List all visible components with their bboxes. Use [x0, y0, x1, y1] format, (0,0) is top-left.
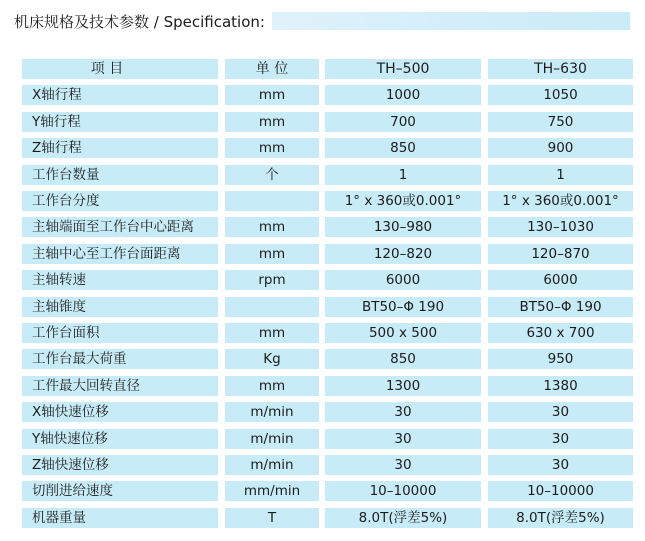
row-value-a: 30: [325, 402, 481, 422]
table-header-row: [0, 56, 645, 82]
row-unit: T: [225, 508, 319, 528]
row-item: 工作台最大荷重: [22, 349, 218, 369]
row-value-a: 1° x 360或0.001°: [325, 191, 481, 211]
table-row: [0, 241, 645, 267]
row-value-b: 10–10000: [488, 481, 633, 501]
row-value-b: 1: [488, 165, 633, 185]
table-row: [0, 505, 645, 531]
table-row: [0, 135, 645, 161]
row-unit: mm: [225, 323, 319, 343]
table-row: [0, 294, 645, 320]
row-value-a: BT50–Φ 190: [325, 297, 481, 317]
row-unit: mm/min: [225, 481, 319, 501]
row-item: 切削进给速度: [22, 481, 218, 501]
row-item: 主轴中心至工作台面距离: [22, 244, 218, 264]
table-row: [0, 162, 645, 188]
row-unit: 个: [225, 165, 319, 185]
row-unit: rpm: [225, 270, 319, 290]
row-item: 工作台分度: [22, 191, 218, 211]
row-value-b: 1° x 360或0.001°: [488, 191, 633, 211]
row-unit: Kg: [225, 349, 319, 369]
row-unit: mm: [225, 138, 319, 158]
table-row: [0, 373, 645, 399]
row-unit: m/min: [225, 429, 319, 449]
row-value-b: 900: [488, 138, 633, 158]
row-item: Z轴行程: [22, 138, 218, 158]
table-row: [0, 320, 645, 346]
row-value-a: 850: [325, 138, 481, 158]
row-value-b: 30: [488, 402, 633, 422]
row-value-b: 630 x 700: [488, 323, 633, 343]
table-row: [0, 478, 645, 504]
row-item: X轴快速位移: [22, 402, 218, 422]
row-item: Y轴快速位移: [22, 429, 218, 449]
row-item: 工作台面积: [22, 323, 218, 343]
row-value-a: 120–820: [325, 244, 481, 264]
row-value-a: 8.0T(浮差5%): [325, 508, 481, 528]
row-value-a: 500 x 500: [325, 323, 481, 343]
table-row: [0, 188, 645, 214]
row-value-b: 750: [488, 112, 633, 132]
header-model-a: TH–500: [325, 59, 481, 79]
table-row: [0, 214, 645, 240]
title-bar-decoration: [272, 12, 630, 30]
row-value-b: 1050: [488, 85, 633, 105]
row-unit: mm: [225, 376, 319, 396]
header-item: 项 目: [22, 59, 218, 79]
row-item: X轴行程: [22, 85, 218, 105]
row-item: Y轴行程: [22, 112, 218, 132]
row-value-a: 6000: [325, 270, 481, 290]
row-value-a: 130–980: [325, 217, 481, 237]
row-value-a: 10–10000: [325, 481, 481, 501]
row-item: 主轴锥度: [22, 297, 218, 317]
header: [0, 0, 645, 42]
row-unit: mm: [225, 244, 319, 264]
header-model-b: TH–630: [488, 59, 633, 79]
row-unit: m/min: [225, 402, 319, 422]
row-item: 工作台数量: [22, 165, 218, 185]
table-row: [0, 399, 645, 425]
header-unit: 单 位: [225, 59, 319, 79]
row-value-b: 30: [488, 455, 633, 475]
table-row: [0, 346, 645, 372]
row-unit: mm: [225, 217, 319, 237]
row-item: 工件最大回转直径: [22, 376, 218, 396]
row-unit: mm: [225, 112, 319, 132]
row-value-b: 120–870: [488, 244, 633, 264]
row-value-b: 6000: [488, 270, 633, 290]
row-value-b: BT50–Φ 190: [488, 297, 633, 317]
row-unit: [225, 191, 319, 211]
row-item: 主轴转速: [22, 270, 218, 290]
row-unit: mm: [225, 85, 319, 105]
table-row: [0, 267, 645, 293]
row-value-a: 30: [325, 429, 481, 449]
row-value-b: 8.0T(浮差5%): [488, 508, 633, 528]
table-row: [0, 426, 645, 452]
table-row: [0, 82, 645, 108]
row-value-a: 30: [325, 455, 481, 475]
row-value-a: 1: [325, 165, 481, 185]
row-unit: m/min: [225, 455, 319, 475]
row-value-b: 30: [488, 429, 633, 449]
table-row: [0, 109, 645, 135]
page-title: 机床规格及技术参数 / Specification:: [14, 13, 265, 31]
row-item: Z轴快速位移: [22, 455, 218, 475]
row-value-a: 1000: [325, 85, 481, 105]
row-value-a: 700: [325, 112, 481, 132]
table-row: [0, 452, 645, 478]
row-value-b: 950: [488, 349, 633, 369]
row-item: 机器重量: [22, 508, 218, 528]
row-unit: [225, 297, 319, 317]
row-item: 主轴端面至工作台中心距离: [22, 217, 218, 237]
row-value-a: 1300: [325, 376, 481, 396]
row-value-b: 130–1030: [488, 217, 633, 237]
row-value-a: 850: [325, 349, 481, 369]
row-value-b: 1380: [488, 376, 633, 396]
